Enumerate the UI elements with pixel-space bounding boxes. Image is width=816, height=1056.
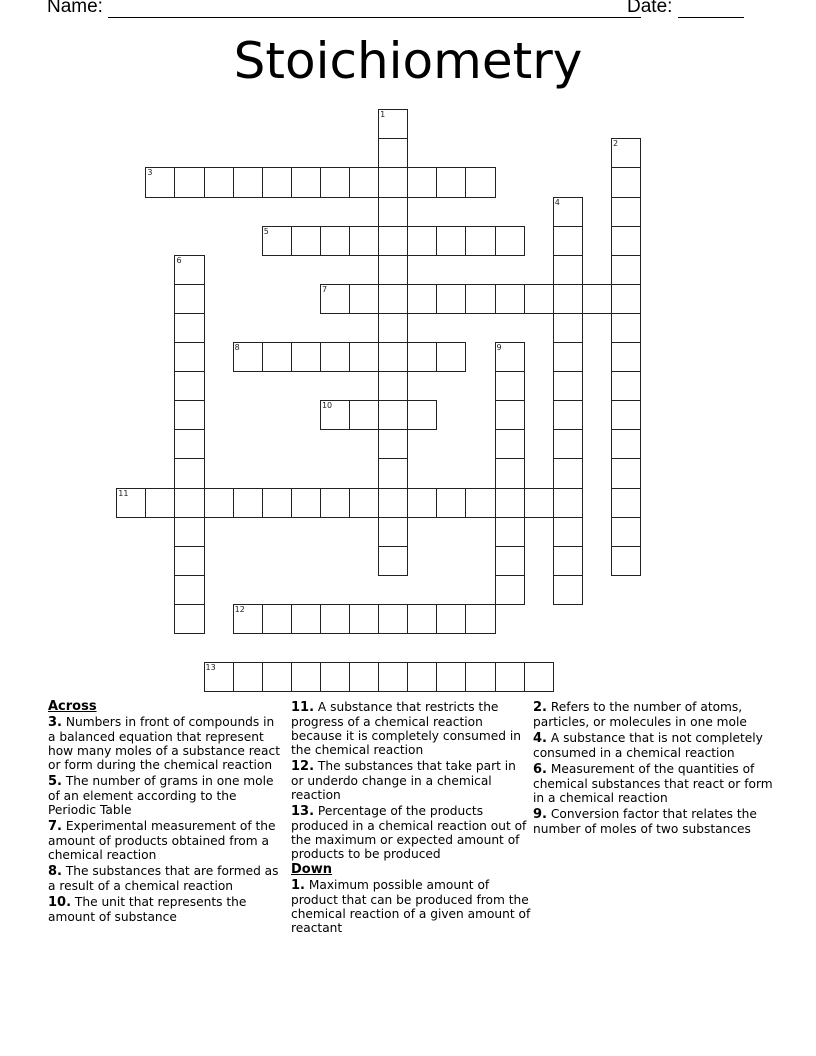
grid-cell[interactable] (553, 429, 583, 459)
clue-number: 7. (48, 819, 62, 834)
grid-cell[interactable] (262, 488, 292, 518)
grid-cell[interactable] (495, 429, 525, 459)
grid-cell[interactable] (495, 284, 525, 314)
grid-cell[interactable] (320, 400, 350, 430)
grid-cell[interactable] (436, 284, 466, 314)
grid-cell[interactable] (465, 662, 495, 692)
grid-cell[interactable] (320, 226, 350, 256)
clue-number-label: 11 (118, 488, 129, 498)
grid-cell[interactable] (553, 284, 583, 314)
clue-text: Experimental measurement of the amount of products obtained from a chemical reaction (48, 819, 276, 862)
grid-cell[interactable] (378, 371, 408, 401)
grid-cell[interactable] (291, 604, 321, 634)
clue-number: 1. (291, 878, 305, 893)
clue-number-label: 6 (176, 255, 182, 265)
clue-across-13 (291, 804, 531, 861)
page-title: Stoichiometry (233, 32, 583, 90)
grid-cell[interactable] (116, 488, 146, 518)
grid-cell[interactable] (611, 255, 641, 285)
grid-cell[interactable] (465, 604, 495, 634)
clue-text: The number of grams in one mole of an element according to the Periodic Table (48, 774, 274, 817)
clues-column-3 (533, 700, 773, 838)
grid-cell[interactable] (262, 604, 292, 634)
clue-number: 3. (48, 715, 62, 730)
name-field[interactable] (47, 0, 641, 18)
grid-cell[interactable] (495, 458, 525, 488)
clue-number-label: 2 (612, 139, 619, 149)
date-blank-line[interactable] (678, 0, 744, 18)
grid-cell[interactable] (553, 226, 583, 256)
grid-cell[interactable] (495, 488, 525, 518)
grid-cell[interactable] (495, 371, 525, 401)
grid-cell[interactable] (291, 662, 321, 692)
grid-cell[interactable] (174, 255, 204, 285)
grid-cell[interactable] (378, 400, 408, 430)
grid-cell[interactable] (465, 488, 495, 518)
grid-cell[interactable] (291, 342, 321, 372)
grid-cell[interactable] (378, 197, 408, 227)
grid-cell[interactable] (349, 488, 379, 518)
down-heading: Down (291, 862, 332, 877)
grid-cell[interactable] (349, 604, 379, 634)
clue-number-label: 4 (554, 197, 560, 207)
grid-cell[interactable] (407, 662, 437, 692)
clue-text: The unit that represents the amount of substance (48, 895, 247, 924)
grid-cell[interactable] (495, 662, 525, 692)
grid-cell[interactable] (378, 167, 408, 197)
clue-number: 10. (48, 895, 72, 910)
grid-cell[interactable] (611, 342, 641, 372)
clue-across-3 (48, 715, 284, 772)
date-label: Date: (627, 0, 673, 17)
clue-number-label: 7 (321, 284, 328, 294)
grid-cell[interactable] (407, 226, 437, 256)
grid-cell[interactable] (495, 575, 525, 605)
clue-down-2 (533, 700, 773, 729)
clue-text: Numbers in front of compounds in a balanced equation that represent how many moles of a substance react or form during the chemical reaction (48, 715, 280, 772)
clue-text: Refers to the number of atoms, particles, or molecules in one mole (533, 700, 747, 729)
grid-cell[interactable] (553, 575, 583, 605)
grid-cell[interactable] (611, 488, 641, 518)
clue-number-label: 10 (321, 401, 333, 411)
grid-cell[interactable] (145, 488, 175, 518)
grid-cell[interactable] (378, 429, 408, 459)
grid-cell[interactable] (407, 488, 437, 518)
grid-cell[interactable] (174, 458, 204, 488)
grid-cell[interactable] (378, 313, 408, 343)
clue-number: 11. (291, 700, 315, 715)
clue-number: 12. (291, 759, 315, 774)
grid-cell[interactable] (378, 488, 408, 518)
grid-cell[interactable] (174, 371, 204, 401)
grid-cell[interactable] (524, 284, 554, 314)
grid-cell[interactable] (320, 167, 350, 197)
grid-cell[interactable] (349, 400, 379, 430)
grid-cell[interactable] (611, 371, 641, 401)
grid-cell[interactable] (174, 284, 204, 314)
grid-cell[interactable] (174, 313, 204, 343)
grid-cell[interactable] (407, 400, 437, 430)
clue-text: The substances that are formed as a result of a chemical reaction (48, 864, 279, 893)
grid-cell[interactable] (611, 167, 641, 197)
grid-cell[interactable] (320, 284, 350, 314)
grid-cell[interactable] (291, 226, 321, 256)
grid-cell[interactable] (611, 429, 641, 459)
clue-across-11 (291, 700, 531, 757)
grid-cell[interactable] (378, 138, 408, 168)
grid-cell[interactable] (174, 167, 204, 197)
grid-cell[interactable] (407, 604, 437, 634)
clues-column-1 (48, 700, 284, 926)
grid-cell[interactable] (611, 546, 641, 576)
grid-cell[interactable] (320, 342, 350, 372)
grid-cell[interactable] (320, 488, 350, 518)
grid-cell[interactable] (233, 342, 263, 372)
grid-cell[interactable] (349, 342, 379, 372)
grid-cell[interactable] (349, 226, 379, 256)
grid-cell[interactable] (349, 167, 379, 197)
grid-cell[interactable] (262, 226, 292, 256)
grid-cell[interactable] (436, 167, 466, 197)
grid-cell[interactable] (495, 546, 525, 576)
clue-down-9 (533, 807, 773, 836)
grid-cell[interactable] (436, 604, 466, 634)
grid-cell[interactable] (495, 400, 525, 430)
clue-number: 2. (533, 700, 547, 715)
grid-cell[interactable] (262, 662, 292, 692)
clue-across-10 (48, 895, 284, 924)
grid-cell[interactable] (611, 226, 641, 256)
grid-cell[interactable] (465, 226, 495, 256)
clue-across-12 (291, 759, 531, 802)
clues-column-2 (291, 700, 531, 937)
clue-number-label: 12 (234, 604, 245, 614)
grid-cell[interactable] (465, 284, 495, 314)
grid-cell[interactable] (407, 284, 437, 314)
clue-text: Measurement of the quantities of chemical substances that react or form in a chemical reaction (533, 762, 773, 805)
grid-cell[interactable] (378, 109, 408, 139)
grid-cell[interactable] (378, 546, 408, 576)
grid-cell[interactable] (553, 546, 583, 576)
grid-cell[interactable] (378, 226, 408, 256)
grid-cell[interactable] (553, 197, 583, 227)
clue-number-label: 8 (234, 343, 240, 353)
grid-cell[interactable] (262, 342, 292, 372)
grid-cell[interactable] (174, 546, 204, 576)
grid-cell[interactable] (174, 400, 204, 430)
grid-cell[interactable] (349, 662, 379, 692)
grid-cell[interactable] (436, 226, 466, 256)
crossword-grid (117, 110, 647, 695)
grid-cell[interactable] (378, 517, 408, 547)
grid-cell[interactable] (378, 604, 408, 634)
grid-cell[interactable] (291, 488, 321, 518)
grid-cell[interactable] (320, 662, 350, 692)
clue-text: Conversion factor that relates the number of moles of two substances (533, 807, 757, 836)
clue-number: 4. (533, 731, 547, 746)
grid-cell[interactable] (233, 604, 263, 634)
grid-cell[interactable] (378, 458, 408, 488)
grid-cell[interactable] (378, 284, 408, 314)
grid-cell[interactable] (436, 488, 466, 518)
grid-cell[interactable] (553, 400, 583, 430)
grid-cell[interactable] (174, 575, 204, 605)
grid-cell[interactable] (611, 458, 641, 488)
grid-cell[interactable] (174, 429, 204, 459)
grid-cell[interactable] (204, 167, 234, 197)
clue-number: 6. (533, 762, 547, 777)
grid-cell[interactable] (291, 167, 321, 197)
grid-cell[interactable] (174, 342, 204, 372)
grid-cell[interactable] (582, 284, 612, 314)
grid-cell[interactable] (611, 313, 641, 343)
grid-cell[interactable] (204, 488, 234, 518)
clue-number: 13. (291, 804, 315, 819)
grid-cell[interactable] (553, 313, 583, 343)
clue-across-8 (48, 864, 284, 893)
grid-cell[interactable] (524, 488, 554, 518)
grid-cell[interactable] (495, 342, 525, 372)
grid-cell[interactable] (611, 517, 641, 547)
clue-across-7 (48, 819, 284, 862)
grid-cell[interactable] (320, 604, 350, 634)
grid-cell[interactable] (611, 284, 641, 314)
grid-cell[interactable] (174, 517, 204, 547)
grid-cell[interactable] (407, 342, 437, 372)
clue-text: A substance that is not completely consumed in a chemical reaction (533, 731, 763, 760)
grid-cell[interactable] (553, 517, 583, 547)
grid-cell[interactable] (233, 488, 263, 518)
clue-number-label: 5 (263, 226, 269, 236)
grid-cell[interactable] (407, 167, 437, 197)
grid-cell[interactable] (495, 517, 525, 547)
clue-number: 9. (533, 807, 547, 822)
clue-text: Percentage of the products produced in a chemical reaction out of the maximum or expected amount of products to be produced (291, 804, 527, 861)
clue-down-6 (533, 762, 773, 805)
across-heading: Across (48, 699, 97, 714)
grid-cell[interactable] (465, 167, 495, 197)
grid-cell[interactable] (553, 342, 583, 372)
grid-cell[interactable] (436, 662, 466, 692)
clue-number-label: 9 (496, 343, 502, 353)
grid-cell[interactable] (378, 255, 408, 285)
clue-text: The substances that take part in or underdo change in a chemical reaction (291, 759, 516, 802)
date-field[interactable] (627, 0, 744, 18)
grid-cell[interactable] (145, 167, 175, 197)
grid-cell[interactable] (553, 458, 583, 488)
grid-cell[interactable] (174, 488, 204, 518)
grid-cell[interactable] (495, 226, 525, 256)
grid-cell[interactable] (174, 604, 204, 634)
grid-cell[interactable] (204, 662, 234, 692)
clue-number-label: 3 (147, 168, 153, 178)
grid-cell[interactable] (262, 167, 292, 197)
grid-cell[interactable] (611, 400, 641, 430)
grid-cell[interactable] (611, 138, 641, 168)
clue-number-label: 1 (380, 110, 386, 120)
grid-cell[interactable] (378, 342, 408, 372)
grid-cell[interactable] (436, 342, 466, 372)
grid-cell[interactable] (553, 488, 583, 518)
grid-cell[interactable] (233, 167, 263, 197)
clue-text: Maximum possible amount of product that can be produced from the chemical reaction of a given amount of reactant (291, 878, 531, 935)
clue-across-5 (48, 774, 284, 817)
grid-cell[interactable] (378, 662, 408, 692)
clue-number: 8. (48, 864, 62, 879)
grid-cell[interactable] (233, 662, 263, 692)
clue-text: A substance that restricts the progress of a chemical reaction because it is completely consumed in the chemical reaction (291, 700, 521, 757)
clue-number-label: 13 (205, 663, 216, 673)
grid-cell[interactable] (553, 255, 583, 285)
name-blank-line[interactable] (108, 0, 641, 18)
clue-down-4 (533, 731, 773, 760)
name-label: Name: (47, 0, 103, 17)
clue-number: 5. (48, 774, 62, 789)
grid-cell[interactable] (524, 662, 554, 692)
grid-cell[interactable] (611, 197, 641, 227)
grid-cell[interactable] (349, 284, 379, 314)
grid-cell[interactable] (553, 371, 583, 401)
clue-down-1 (291, 878, 531, 935)
